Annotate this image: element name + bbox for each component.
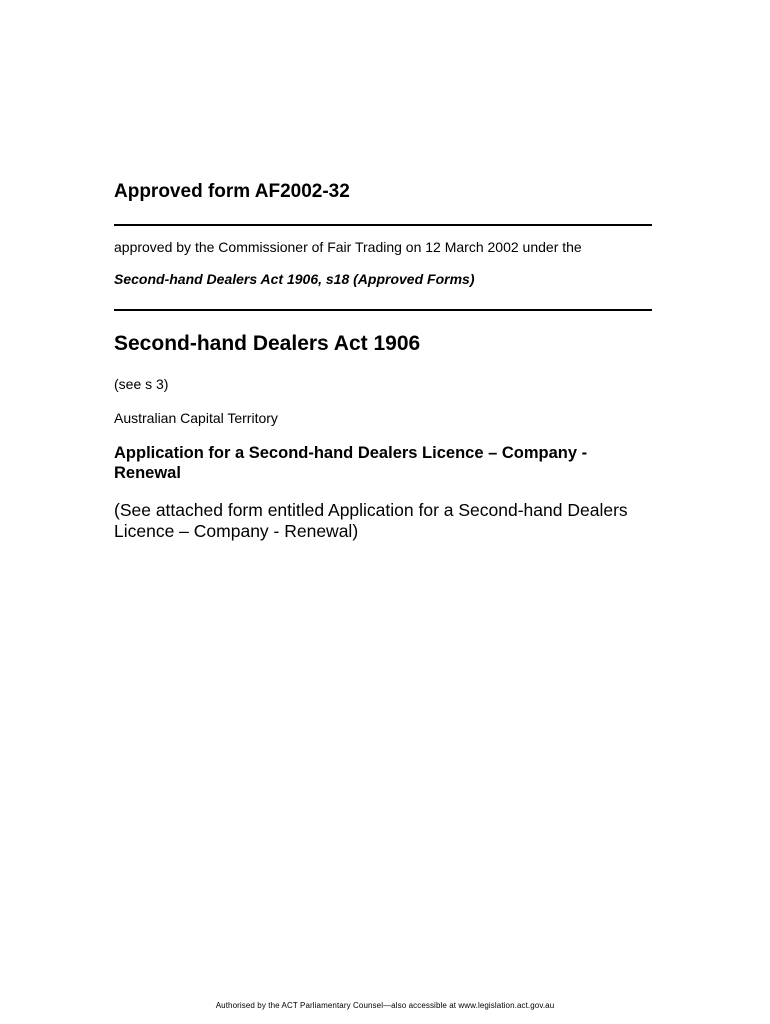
document-content	[114, 178, 654, 542]
act-section-reference: (see s 3)	[114, 376, 169, 393]
territory-label: Australian Capital Territory	[114, 410, 278, 427]
top-divider	[114, 224, 652, 226]
application-title: Application for a Second-hand Dealers Licence – Company - Renewal	[114, 444, 588, 483]
bottom-divider	[114, 309, 652, 311]
page-footer: Authorised by the ACT Parliamentary Counsel—also accessible at www.legislation.act.gov.au	[215, 1001, 555, 1010]
attachment-note: (See attached form entitled Application for a Second-hand Dealers Licence – Company - Renewal)	[114, 500, 628, 542]
approval-reference: Second-hand Dealers Act 1906, s18 (Approved Forms)	[114, 271, 475, 287]
form-title: Approved form AF2002-32	[114, 181, 350, 202]
act-title: Second-hand Dealers Act 1906	[114, 332, 421, 355]
approval-line: approved by the Commissioner of Fair Trading on 12 March 2002 under the	[114, 239, 582, 255]
